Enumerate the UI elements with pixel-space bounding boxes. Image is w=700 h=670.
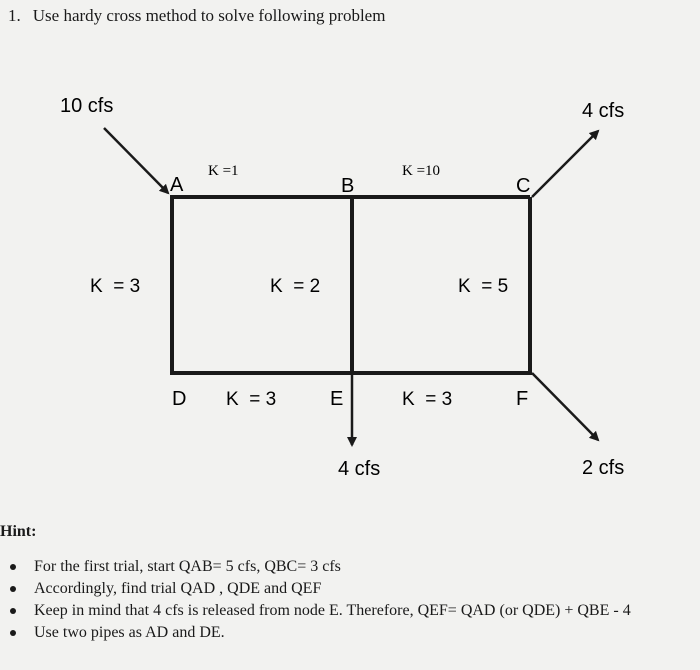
node-label-f: F bbox=[516, 388, 529, 410]
outflow-arrow-f bbox=[532, 373, 598, 440]
pipe-label-ad: K = 3 bbox=[90, 276, 141, 297]
pipe-label-bc: K =10 bbox=[402, 163, 441, 179]
problem-number: 1. bbox=[8, 6, 21, 25]
node-label-e: E bbox=[330, 388, 344, 410]
hint-item: Keep in mind that 4 cfs is released from node E. Therefore, QEF= QAD (or QDE) + QBE - 4 bbox=[8, 600, 631, 622]
pipe-label-ab: K =1 bbox=[208, 163, 239, 179]
hint-item: Use two pipes as AD and DE. bbox=[8, 622, 631, 644]
flow-label-c: 4 cfs bbox=[582, 100, 625, 122]
node-label-c: C bbox=[516, 175, 531, 197]
pipe-label-ef: K = 3 bbox=[402, 389, 453, 410]
inflow-arrow-a bbox=[104, 128, 168, 193]
node-label-d: D bbox=[172, 388, 187, 410]
hint-item: For the first trial, start QAB= 5 cfs, QBC= 3 cfs bbox=[8, 556, 631, 578]
flow-label-e: 4 cfs bbox=[338, 458, 381, 480]
pipe-label-de: K = 3 bbox=[226, 389, 277, 410]
hint-list bbox=[8, 556, 631, 644]
hint-item: Accordingly, find trial QAD , QDE and QEF bbox=[8, 578, 631, 600]
hint-title: Hint: bbox=[0, 523, 37, 540]
node-label-b: B bbox=[341, 175, 355, 197]
flow-label-a: 10 cfs bbox=[60, 95, 114, 117]
flow-label-f: 2 cfs bbox=[582, 457, 625, 479]
node-label-a: A bbox=[170, 174, 184, 196]
problem-text: Use hardy cross method to solve following problem bbox=[32, 6, 386, 25]
outflow-arrow-c bbox=[532, 131, 598, 197]
pipe-label-cf: K = 5 bbox=[458, 276, 509, 297]
pipe-label-be: K = 2 bbox=[270, 276, 321, 297]
